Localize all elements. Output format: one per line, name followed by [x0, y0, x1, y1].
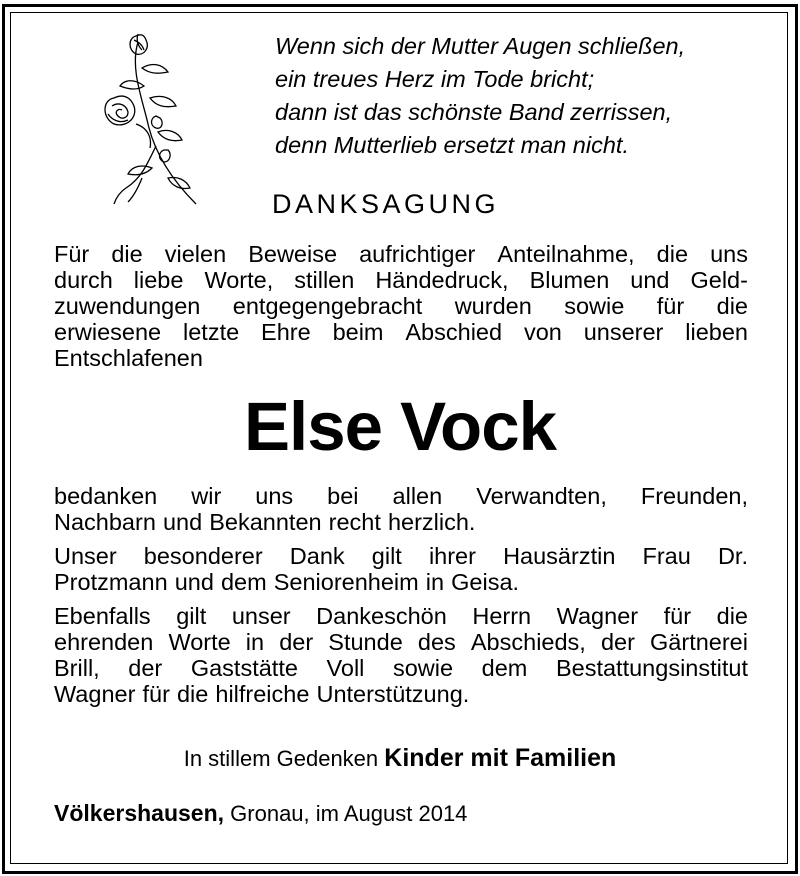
- word: ihrer: [428, 543, 476, 569]
- word: Worte: [168, 629, 231, 655]
- word: aufrichtiger: [359, 241, 476, 267]
- word: Händedruck,: [375, 267, 509, 293]
- word: Wagner: [54, 681, 136, 707]
- word: und: [630, 267, 670, 293]
- closing-line: [0, 738, 800, 779]
- word: Unser: [54, 543, 117, 569]
- others-paragraph: [54, 603, 748, 707]
- word: wir: [191, 483, 222, 509]
- text-line: [54, 483, 748, 509]
- word: Entschlafenen: [54, 345, 203, 371]
- word: durch: [54, 267, 113, 293]
- word: der: [600, 629, 635, 655]
- rose-illustration: [98, 28, 210, 208]
- word: bedanken: [54, 483, 158, 509]
- word: Blumen: [529, 267, 610, 293]
- text-line: [54, 267, 748, 293]
- word: Stunde: [328, 629, 403, 655]
- word: recht: [328, 509, 381, 535]
- word: die: [656, 241, 689, 267]
- word: Herrn: [472, 603, 532, 629]
- word: Abschieds,: [470, 629, 586, 655]
- word: stillen: [294, 267, 355, 293]
- word: lieben: [685, 319, 748, 345]
- text-line: [54, 319, 748, 345]
- text-line: [54, 655, 748, 681]
- word: Bestattungsinstitut: [555, 655, 748, 681]
- text-line: [54, 603, 748, 629]
- word: Geisa.: [451, 569, 520, 595]
- word: für: [656, 293, 685, 319]
- text-line: [54, 569, 748, 595]
- deceased-name: Else Vock: [244, 388, 556, 465]
- word: allen: [392, 483, 443, 509]
- word: in: [425, 569, 445, 595]
- text-line: [54, 681, 748, 707]
- word: besonderer: [143, 543, 263, 569]
- word: zuwendungen: [54, 293, 201, 319]
- word: vielen: [164, 241, 227, 267]
- word: Unterstützung.: [316, 681, 470, 707]
- word: der: [279, 629, 314, 655]
- word: die: [716, 603, 748, 629]
- word: Seniorenheim: [273, 569, 419, 595]
- word: dem: [220, 569, 267, 595]
- word: und: [174, 569, 214, 595]
- word: unser: [231, 603, 291, 629]
- closing-signers: Kinder mit Familien: [384, 744, 617, 772]
- word: wurden: [454, 293, 532, 319]
- word: erwiesene: [54, 319, 162, 345]
- word: Gärtnerei: [650, 629, 748, 655]
- doctor-paragraph: [54, 543, 748, 595]
- word: Geld-: [690, 267, 748, 293]
- word: Ebenfalls: [54, 603, 151, 629]
- word: gilt: [176, 603, 207, 629]
- word: Voll: [326, 655, 365, 681]
- poem-line: denn Mutterlieb ersetzt man nicht.: [275, 132, 629, 158]
- word: für: [142, 681, 170, 707]
- place-rest: Gronau, im August 2014: [230, 801, 468, 826]
- text-line: [54, 345, 748, 371]
- poem-line: ein treues Herz im Tode bricht;: [275, 66, 595, 92]
- word: Wagner: [556, 603, 639, 629]
- word: Worte,: [204, 267, 274, 293]
- word: Dankeschön: [316, 603, 447, 629]
- word: die: [111, 241, 143, 267]
- word: Hausärztin: [503, 543, 616, 569]
- word: Beweise: [248, 241, 338, 267]
- poem-line: dann ist das schönste Band zerrissen,: [275, 99, 673, 125]
- text-line: [54, 543, 748, 569]
- word: Abschied: [405, 319, 503, 345]
- text-line: [54, 509, 748, 535]
- word: Gaststätte: [190, 655, 298, 681]
- word: in: [245, 629, 265, 655]
- word: uns: [710, 241, 748, 267]
- word: beim: [332, 319, 384, 345]
- closing-prefix: In stillem Gedenken: [183, 746, 379, 771]
- place-bold: Völkershausen,: [54, 800, 225, 826]
- word: letzte: [183, 319, 240, 345]
- word: sowie: [564, 293, 625, 319]
- word: gilt: [371, 543, 402, 569]
- place-date: [54, 798, 467, 829]
- word: Brill,: [54, 655, 100, 681]
- word: sowie: [392, 655, 454, 681]
- word: uns: [255, 483, 294, 509]
- word: Bekannten: [209, 509, 322, 535]
- word: Dr.: [717, 543, 748, 569]
- word: ehrenden: [54, 629, 154, 655]
- word: Für: [54, 241, 90, 267]
- word: unserer: [583, 319, 664, 345]
- word: Verwandten,: [476, 483, 607, 509]
- word: die: [716, 293, 748, 319]
- word: Nachbarn: [54, 509, 156, 535]
- word: die: [176, 681, 209, 707]
- word: und: [162, 509, 203, 535]
- word: des: [417, 629, 456, 655]
- text-line: [54, 629, 748, 655]
- text-line: [54, 241, 748, 267]
- word: dem: [481, 655, 528, 681]
- word: entgegengebracht: [232, 293, 423, 319]
- word: herzlich.: [387, 509, 476, 535]
- word: Freunden,: [640, 483, 748, 509]
- word: Dank: [289, 543, 345, 569]
- word: Protzmann: [54, 569, 168, 595]
- word: von: [523, 319, 562, 345]
- word: liebe: [133, 267, 184, 293]
- word: Ehre: [261, 319, 311, 345]
- thanks-paragraph: [54, 483, 748, 535]
- word: Frau: [642, 543, 691, 569]
- text-line: [54, 293, 748, 319]
- poem: [275, 30, 775, 162]
- word: für: [663, 603, 692, 629]
- word: der: [128, 655, 163, 681]
- poem-line: Wenn sich der Mutter Augen schließen,: [275, 33, 686, 59]
- intro-paragraph: [54, 241, 748, 371]
- heading: DANKSAGUNG: [272, 189, 500, 219]
- word: bei: [327, 483, 359, 509]
- word: Anteilnahme,: [497, 241, 635, 267]
- word: hilfreiche: [215, 681, 310, 707]
